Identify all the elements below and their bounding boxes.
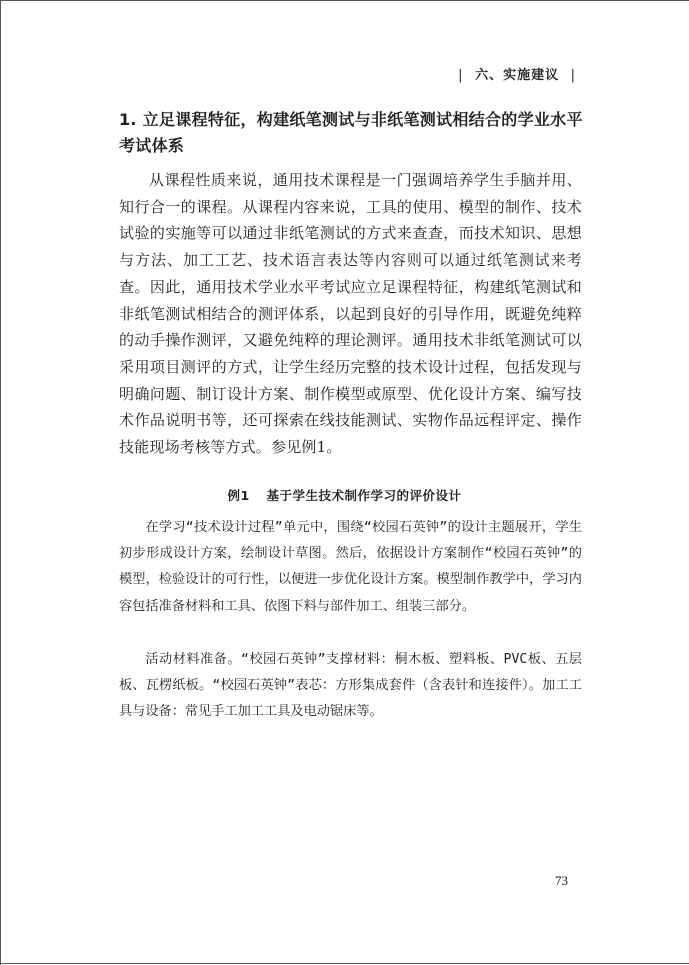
example-paragraph: 活动材料准备。“校园石英钟”支撑材料：桐木板、塑料板、PVC板、五层板、瓦楞纸板。“校园石英钟”表芯：方形集成套件（含表针和连接件）。加工工具与设备：常见手工加工工具及电动锯床等。 — [119, 652, 582, 720]
example-title — [0, 486, 689, 504]
example-paragraph: 在学习“技术设计过程”单元中，围绕“校园石英钟”的设计主题展开，学生初步形成设计方案，绘制设计草图。然后，依据设计方案制作“校园石英钟”的模型，检验设计的可行性，以便进一步优化设计方案。模型制作教学中，学习内容包括准备材料和工具、依图下料与部件加工、组装三部分。 — [119, 520, 582, 614]
page-number: 73 — [555, 873, 568, 888]
header-separator-right: | — [570, 68, 576, 83]
running-header — [452, 64, 582, 83]
example-number: 例1 — [227, 488, 250, 503]
example-title-text: 基于学生技术制作学习的评价设计 — [266, 488, 462, 503]
header-section-label: 六、实施建议 — [475, 68, 560, 83]
header-separator-left: | — [458, 68, 464, 83]
page-border-left — [0, 0, 1, 965]
page-border-bottom — [0, 963, 689, 964]
body-paragraph: 从课程性质来说，通用技术课程是一门强调培养学生手脑并用、知行合一的课程。从课程内容来说，工具的使用、模型的制作、技术试验的实施等可以通过非纸笔测试的方式来查查，而技术知识、思想与方法、加工工艺、技术语言表达等内容则可以通过纸笔测试来考查。因此，通用技术学业水平考试应立足课程特征，构建纸笔测试和非纸笔测试相结合的测评体系，以起到良好的引导作用，既避免纯粹的动手操作测评，又避免纯粹的理论测评。通用技术非纸笔测试可以采用项目测评的方式，让学生经历完整的技术设计过程，包括发现与明确问题、制订设计方案、制作模型或原型、优化设计方案、编写技术作品说明书等，还可探索在线技能测试、实物作品远程评定、操作技能现场考核等方式。参见例1。 — [119, 171, 582, 457]
section-heading: 1. 立足课程特征，构建纸笔测试与非纸笔测试相结合的学业水平考试体系 — [119, 110, 583, 155]
page-border-top — [0, 0, 689, 1]
